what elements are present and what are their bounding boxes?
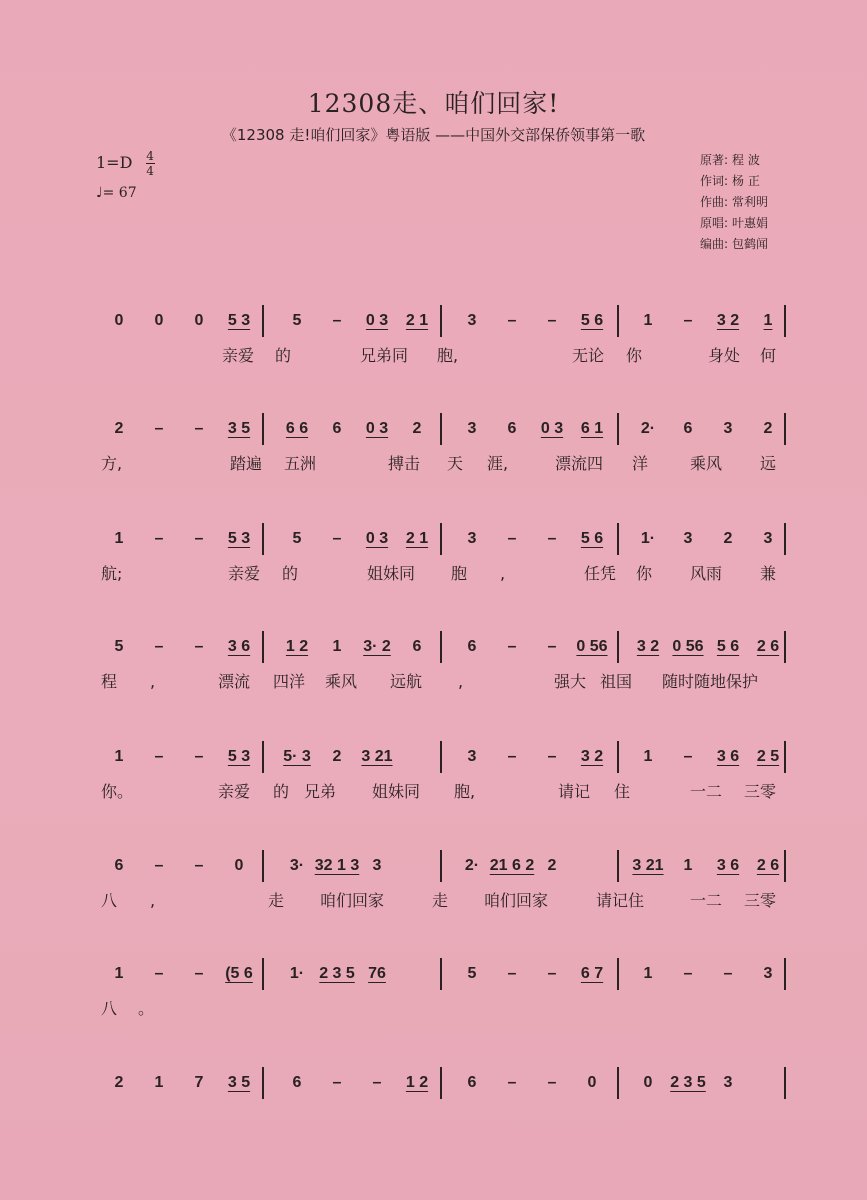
credit-row: [700, 234, 768, 255]
key-label: 1=D: [96, 153, 133, 172]
note: 1: [114, 530, 124, 547]
bar-line: [440, 958, 442, 990]
lyric: ,: [150, 891, 156, 910]
note: –: [547, 638, 557, 655]
note: 0: [114, 312, 124, 329]
lyric: 你。: [101, 782, 134, 801]
lyric: 八: [101, 999, 118, 1018]
note: –: [154, 530, 164, 547]
note: 3· 2: [363, 638, 391, 655]
lyric: 的: [282, 564, 299, 583]
note: 3: [467, 312, 477, 329]
lyric: 兄弟同: [360, 346, 409, 365]
lyric: 请记住: [596, 891, 645, 910]
note: –: [154, 857, 164, 874]
lyric: 走: [432, 891, 449, 910]
note: 3: [763, 530, 773, 547]
note: 5 3: [227, 748, 251, 765]
note: –: [507, 1074, 517, 1091]
note: 3: [467, 748, 477, 765]
note: 5· 3: [283, 748, 311, 765]
bar-line: [440, 305, 442, 337]
bar-line: [784, 305, 786, 337]
lyric: 乘风: [325, 672, 358, 691]
note: 2: [332, 748, 342, 765]
lyric: 姐妹同: [372, 782, 421, 801]
note: 2 6: [756, 638, 780, 655]
credits-block: [700, 150, 768, 255]
note: 21 6 2: [489, 857, 535, 874]
lyric: 三零: [744, 891, 777, 910]
lyric: 请记: [558, 782, 591, 801]
note: –: [194, 638, 204, 655]
credit-row: [700, 150, 768, 171]
credit-value: 程 波: [732, 153, 760, 167]
note: 1: [154, 1074, 164, 1091]
bar-line: [440, 741, 442, 773]
note: –: [332, 530, 342, 547]
note: –: [547, 1074, 557, 1091]
note: –: [154, 748, 164, 765]
time-bottom: 4: [146, 164, 154, 178]
lyric: 亲爱: [222, 346, 255, 365]
note: –: [194, 420, 204, 437]
note: 0: [154, 312, 164, 329]
lyric: 乘风: [690, 454, 723, 473]
bar-line: [262, 1067, 264, 1099]
lyric: 航;: [101, 564, 123, 583]
note: 2: [723, 530, 733, 547]
lyric: 胞,: [454, 782, 476, 801]
credit-value: 杨 正: [732, 174, 760, 188]
note: 5: [114, 638, 124, 655]
note: 3 5: [227, 1074, 251, 1091]
note: 5 6: [580, 530, 604, 547]
lyric: 你: [636, 564, 653, 583]
lyric: ,: [150, 672, 156, 691]
note: 5 6: [580, 312, 604, 329]
bar-line: [784, 523, 786, 555]
note: 1·: [640, 530, 656, 547]
note: 76: [368, 965, 386, 982]
note: 5: [292, 530, 302, 547]
note: 0 3: [540, 420, 564, 437]
note: 3 2: [636, 638, 660, 655]
bar-line: [262, 850, 264, 882]
note: –: [154, 638, 164, 655]
lyric: 身处: [708, 346, 741, 365]
credit-label: 作词:: [700, 174, 729, 188]
note: 32 1 3: [314, 857, 360, 874]
lyric: 五洲: [284, 454, 317, 473]
note: 5: [467, 965, 477, 982]
lyric: 兄弟: [304, 782, 337, 801]
note: –: [683, 748, 693, 765]
bar-line: [617, 413, 619, 445]
lyric: 亲爱: [228, 564, 261, 583]
credit-value: 包鹤闻: [732, 237, 769, 251]
credit-label: 编曲:: [700, 237, 729, 251]
lyric: 胞,: [437, 346, 459, 365]
note: 6: [467, 1074, 477, 1091]
key-signature: [96, 150, 155, 177]
note: 1 2: [405, 1074, 429, 1091]
credit-label: 原著:: [700, 153, 729, 167]
note: –: [332, 1074, 342, 1091]
lyric: 远航: [390, 672, 423, 691]
lyric: 踏遍: [230, 454, 263, 473]
lyric: ,: [458, 672, 464, 691]
note: –: [547, 748, 557, 765]
note: 3·: [289, 857, 305, 874]
note: 2·: [640, 420, 656, 437]
note: 3: [763, 965, 773, 982]
note: 1: [643, 748, 653, 765]
note: 1·: [289, 965, 305, 982]
note: 5 3: [227, 530, 251, 547]
note: –: [547, 530, 557, 547]
lyric: 。: [138, 999, 155, 1018]
credit-value: 常利明: [732, 195, 769, 209]
note: 6: [683, 420, 693, 437]
bar-line: [617, 1067, 619, 1099]
lyric: 一二: [690, 891, 723, 910]
note: –: [194, 530, 204, 547]
note: 2 5: [756, 748, 780, 765]
note: –: [507, 530, 517, 547]
lyric: 远: [760, 454, 777, 473]
note: 2 3 5: [670, 1074, 706, 1091]
note: 2 1: [405, 530, 429, 547]
bar-line: [784, 958, 786, 990]
bar-line: [617, 741, 619, 773]
note: 0 3: [365, 530, 389, 547]
lyric: 胞: [451, 564, 468, 583]
note: 3: [467, 420, 477, 437]
credit-row: [700, 213, 768, 234]
lyric: 兼: [760, 564, 777, 583]
note: –: [507, 748, 517, 765]
song-title: 12308走、咱们回家!: [307, 89, 560, 118]
note: 2: [763, 420, 773, 437]
time-signature: [146, 150, 155, 177]
lyric: 风雨: [690, 564, 723, 583]
lyric: 四洋: [273, 672, 306, 691]
note: –: [507, 638, 517, 655]
lyric: 住: [614, 782, 631, 801]
lyric: 涯,: [487, 454, 509, 473]
note: –: [154, 965, 164, 982]
note: 3: [467, 530, 477, 547]
lyric: 强大: [554, 672, 587, 691]
note: 0 3: [365, 312, 389, 329]
note: 1 2: [285, 638, 309, 655]
note: 3 2: [716, 312, 740, 329]
bar-line: [440, 1067, 442, 1099]
note: 5 6: [716, 638, 740, 655]
lyric: 姐妹同: [367, 564, 416, 583]
bar-line: [440, 413, 442, 445]
bar-line: [440, 523, 442, 555]
note: 0: [234, 857, 244, 874]
note: –: [723, 965, 733, 982]
note: 6: [412, 638, 422, 655]
note: –: [507, 965, 517, 982]
lyric: 漂流四: [555, 454, 604, 473]
note: 0 56: [576, 638, 608, 655]
note: (5 6: [225, 965, 253, 982]
bar-line: [784, 413, 786, 445]
note: –: [154, 420, 164, 437]
lyric: 八: [101, 891, 118, 910]
note: 1: [332, 638, 342, 655]
note: 1: [114, 748, 124, 765]
bar-line: [617, 305, 619, 337]
bar-line: [440, 850, 442, 882]
lyric: 你: [626, 346, 643, 365]
credit-label: 作曲:: [700, 195, 729, 209]
note: 2·: [464, 857, 480, 874]
note: 2: [114, 420, 124, 437]
bar-line: [617, 850, 619, 882]
note: 5: [292, 312, 302, 329]
lyric: 洋: [632, 454, 649, 473]
lyric: 亲爱: [218, 782, 251, 801]
note: 3 21: [632, 857, 664, 874]
bar-line: [262, 631, 264, 663]
note: –: [547, 965, 557, 982]
note: 1: [763, 312, 773, 329]
note: 6 7: [580, 965, 604, 982]
note: 0: [587, 1074, 597, 1091]
bar-line: [440, 631, 442, 663]
bar-line: [784, 850, 786, 882]
note: 2 6: [756, 857, 780, 874]
note: 3 2: [580, 748, 604, 765]
note: 1: [683, 857, 693, 874]
note: 3 21: [361, 748, 393, 765]
bar-line: [262, 413, 264, 445]
bar-line: [784, 1067, 786, 1099]
song-subtitle: 《12308 走!咱们回家》粤语版 ——中国外交部保侨领事第一歌: [221, 126, 646, 144]
lyric: 方,: [101, 454, 123, 473]
lyric: 的: [275, 346, 292, 365]
bar-line: [784, 741, 786, 773]
bar-line: [262, 305, 264, 337]
note: 3: [723, 420, 733, 437]
note: 1: [643, 965, 653, 982]
lyric: 程: [101, 672, 118, 691]
lyric: 漂流: [218, 672, 251, 691]
lyric: 三零: [744, 782, 777, 801]
lyric: 随时随地保护: [662, 672, 759, 691]
bar-line: [617, 958, 619, 990]
lyric: 无论: [572, 346, 605, 365]
note: 7: [194, 1074, 204, 1091]
note: 6 1: [580, 420, 604, 437]
bar-line: [617, 523, 619, 555]
note: 3: [683, 530, 693, 547]
note: 0: [643, 1074, 653, 1091]
bar-line: [262, 523, 264, 555]
note: 0 56: [672, 638, 704, 655]
credit-value: 叶惠娟: [732, 216, 769, 230]
note: 3 6: [227, 638, 251, 655]
bar-line: [262, 958, 264, 990]
tempo-marking: ♩= 67: [96, 185, 137, 201]
note: 2: [412, 420, 422, 437]
lyric: 祖国: [600, 672, 633, 691]
lyric: 咱们回家: [320, 891, 385, 910]
note: –: [194, 748, 204, 765]
note: 6 6: [285, 420, 309, 437]
lyric: 一二: [690, 782, 723, 801]
credit-row: [700, 171, 768, 192]
note: –: [372, 1074, 382, 1091]
lyric: 咱们回家: [484, 891, 549, 910]
lyric: 的: [273, 782, 290, 801]
credit-label: 原唱:: [700, 216, 729, 230]
lyric: 何: [760, 346, 777, 365]
note: 6: [467, 638, 477, 655]
note: 3 6: [716, 857, 740, 874]
note: 0: [194, 312, 204, 329]
note: 6: [507, 420, 517, 437]
note: 3: [372, 857, 382, 874]
note: –: [683, 312, 693, 329]
note: –: [547, 312, 557, 329]
credit-row: [700, 192, 768, 213]
time-top: 4: [146, 149, 154, 163]
note: 6: [332, 420, 342, 437]
note: 6: [292, 1074, 302, 1091]
bar-line: [617, 631, 619, 663]
lyric: 走: [268, 891, 285, 910]
note: –: [332, 312, 342, 329]
note: 2 1: [405, 312, 429, 329]
note: 3 6: [716, 748, 740, 765]
note: 2: [547, 857, 557, 874]
note: 0 3: [365, 420, 389, 437]
note: 2 3 5: [319, 965, 355, 982]
note: 3 5: [227, 420, 251, 437]
lyric: ,: [500, 564, 506, 583]
lyric: 任凭: [584, 564, 617, 583]
note: 1: [114, 965, 124, 982]
lyric: 天: [447, 454, 464, 473]
note: –: [194, 965, 204, 982]
note: 3: [723, 1074, 733, 1091]
bar-line: [784, 631, 786, 663]
note: 6: [114, 857, 124, 874]
bar-line: [262, 741, 264, 773]
note: 2: [114, 1074, 124, 1091]
note: 5 3: [227, 312, 251, 329]
note: –: [507, 312, 517, 329]
note: 1: [643, 312, 653, 329]
note: –: [683, 965, 693, 982]
note: –: [194, 857, 204, 874]
lyric: 搏击: [388, 454, 421, 473]
